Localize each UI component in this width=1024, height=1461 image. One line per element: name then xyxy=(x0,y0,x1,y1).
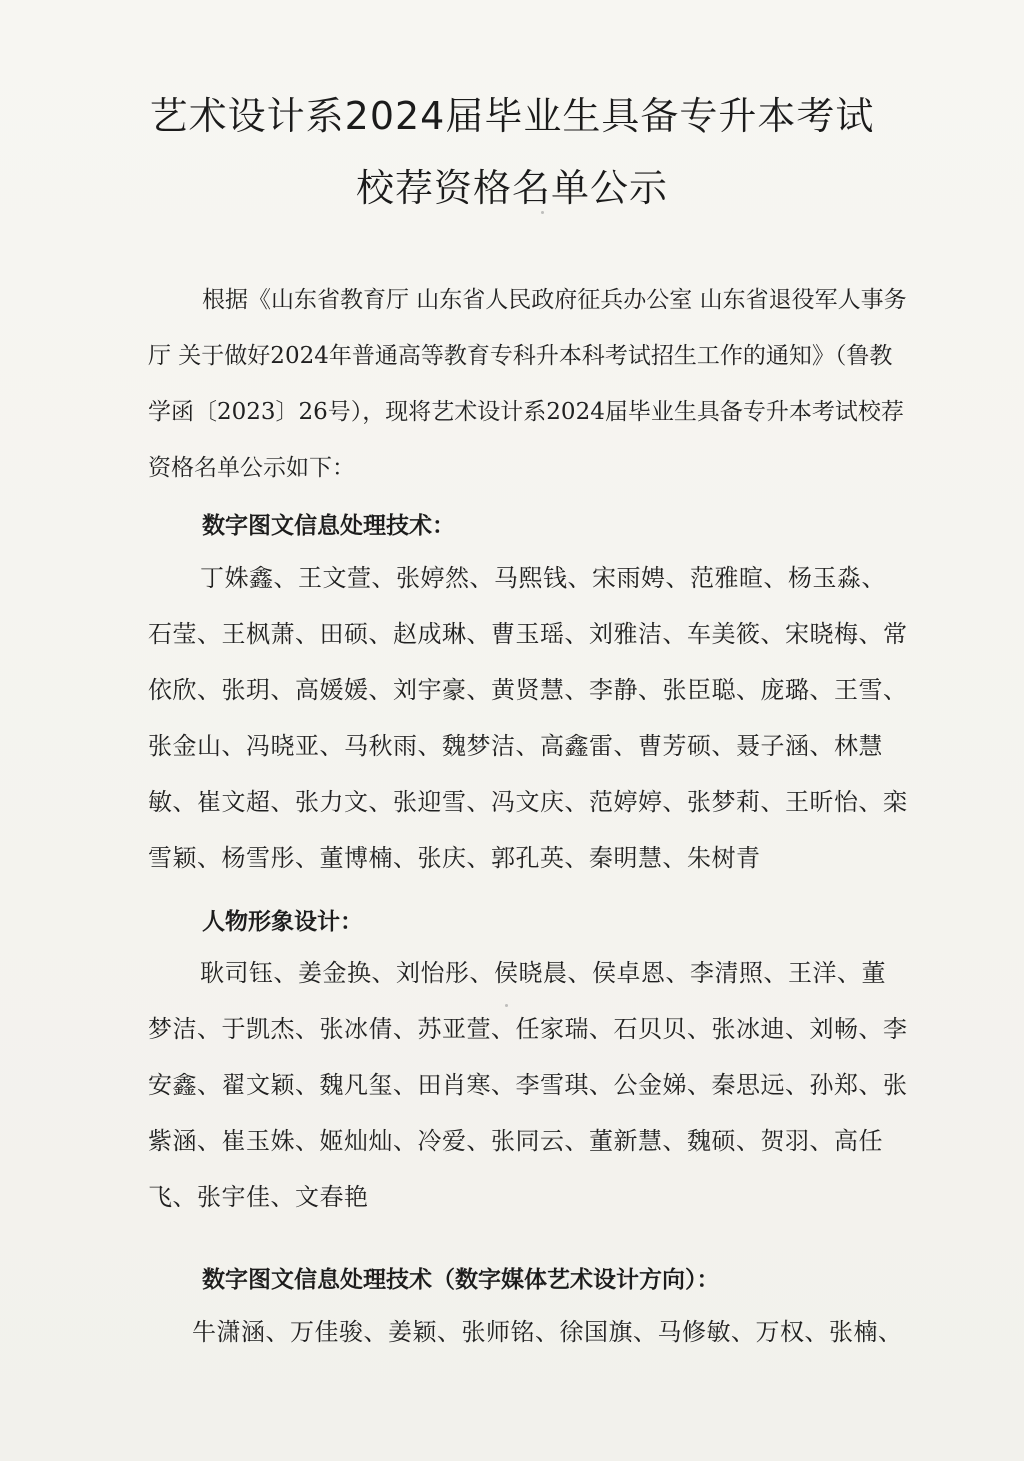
scan-speck xyxy=(541,211,544,214)
intro-text: 根据《山东省教育厅 山东省人民政府征兵办公室 山东省退役军人事务厅 关于做好2024年普通高等教育专科升本科考试招生工作的通知》（鲁教学函〔2023〕26号），现将艺术设计系2024届毕业生具备专升本考试校荐资格名单公示如下： xyxy=(148,287,907,481)
names-digital-media-art: 牛潇涵、万佳骏、姜颖、张师铭、徐国旗、马修敏、万权、张楠、 xyxy=(192,1318,903,1346)
section-title-image-design: 人物形象设计： xyxy=(202,908,363,935)
names-image-design: 耿司钰、姜金换、刘怡彤、侯晓晨、侯卓恩、李清照、王洋、董梦洁、于凯杰、张冰倩、苏亚萱、任家瑞、石贝贝、张冰迪、刘畅、李安鑫、翟文颖、魏凡玺、田肖寒、李雪琪、公金娣、秦思远、孙郑、张紫涵、崔玉姝、姬灿灿、冷爱、张同云、董新慧、魏硕、贺羽、高任飞、张宇佳、文春艳 xyxy=(148,959,908,1211)
document-title-line-2: 校荐资格名单公示 xyxy=(355,166,668,210)
section-title-digital-graphics: 数字图文信息处理技术： xyxy=(202,512,455,539)
document-title-line-1: 艺术设计系2024届毕业生具备专升本考试 xyxy=(149,94,875,138)
intro-paragraph xyxy=(148,272,908,496)
section-title-digital-media-art: 数字图文信息处理技术（数字媒体艺术设计方向）： xyxy=(202,1266,720,1293)
name-list-digital-graphics xyxy=(148,550,910,886)
names-digital-graphics: 丁姝鑫、王文萱、张婷然、马熙钱、宋雨娉、范雅暄、杨玉淼、石莹、王枫萧、田硕、赵成琳、曹玉瑶、刘雅洁、车美筱、宋晓梅、常依欣、张玥、高媛媛、刘宇豪、黄贤慧、李静、张臣聪、庞璐、王雪、张金山、冯晓亚、马秋雨、魏梦洁、高鑫雷、曹芳硕、聂子涵、林慧敏、崔文超、张力文、张迎雪、冯文庆、范婷婷、张梦莉、王昕怡、栾雪颖、杨雪彤、董博楠、张庆、郭孔英、秦明慧、朱树青 xyxy=(148,564,908,872)
name-list-digital-media-art xyxy=(192,1304,932,1360)
name-list-image-design xyxy=(148,945,910,1225)
scan-speck xyxy=(505,1004,508,1007)
